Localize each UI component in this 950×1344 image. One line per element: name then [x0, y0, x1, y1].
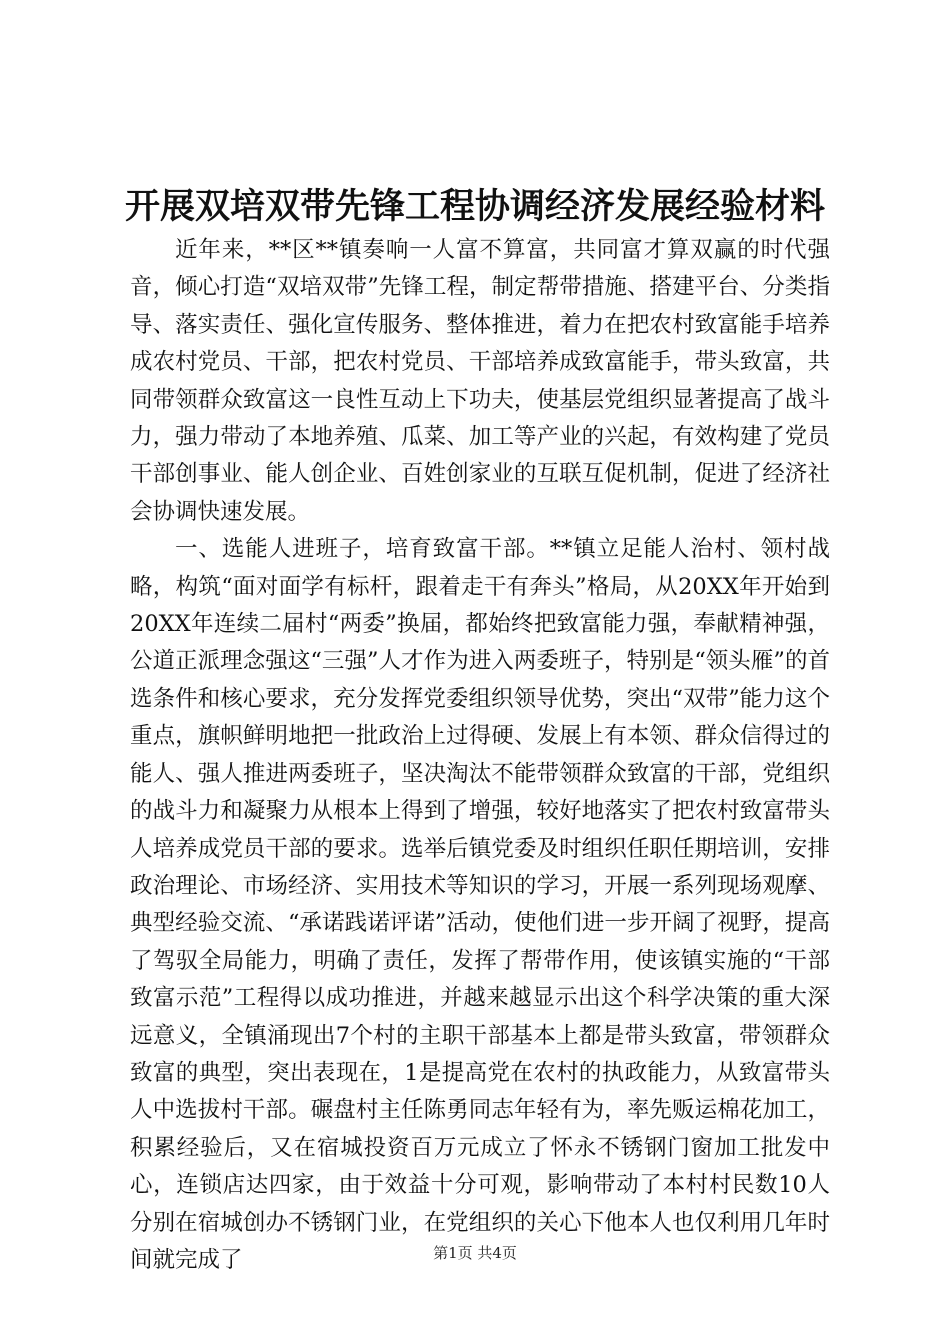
page-title: 开展双培双带先锋工程协调经济发展经验材料 [124, 186, 825, 227]
paragraph-intro: 近年来，**区**镇奏响一人富不算富，共同富才算双赢的时代强音，倾心打造“双培双带”先锋工程，制定帮带措施、搭建平台、分类指导、落实责任、强化宣传服务、整体推进，着力在把农村致富能手培养成农村党员、干部，把农村党员、干部培养成致富能手，带头致富，共同带领群众致富这一良性互动上下功夫，使基层党组织显著提高了战斗力，强力带动了本地养殖、瓜菜、加工等产业的兴起，有效构建了党员干部创事业、能人创企业、百姓创家业的互联互促机制，促进了经济社会协调快速发展。 [130, 237, 830, 525]
document-body [130, 232, 830, 1279]
paragraph-section-one: 一、选能人进班子，培育致富干部。**镇立足能人治村、领村战略，构筑“面对面学有标杆，跟着走干有奔头”格局，从20XX年开始到20XX年连续二届村“两委”换届，都始终把致富能力强，奉献精神强，公道正派理念强这“三强”人才作为进入两委班子，特别是“领头雁”的首选条件和核心要求，充分发挥党委组织领导优势，突出“双带”能力这个重点，旗帜鲜明地把一批政治上过得硬、发展上有本领、群众信得过的能人、强人推进两委班子，坚决淘汰不能带领群众致富的干部，党组织的战斗力和凝聚力从根本上得到了增强，较好地落实了把农村致富带头人培养成党员干部的要求。选举后镇党委及时组织任职任期培训，安排政治理论、市场经济、实用技术等知识的学习，开展一系列现场观摩、典型经验交流、“承诺践诺评诺”活动，使他们进一步开阔了视野，提高了驾驭全局能力，明确了责任，发挥了帮带作用，使该镇实施的“干部致富示范”工程得以成功推进，并越来越显示出这个科学决策的重大深远意义，全镇涌现出7个村的主职干部基本上都是带头致富，带领群众致富的典型，突出表现在，1是提高党在农村的执政能力，从致富带头人中选拔村干部。碾盘村主任陈勇同志年轻有为，率先贩运棉花加工，积累经验后，又在宿城投资百万元成立了怀永不锈钢门窗加工批发中心，连锁店达四家，由于效益十分可观，影响带动了本村村民数10人分别在宿城创办不锈钢门业，在党组织的关心下他本人也仅利用几年时间就完成了 [130, 536, 830, 1273]
page-footer: 第1页 共4页 [433, 1244, 517, 1262]
